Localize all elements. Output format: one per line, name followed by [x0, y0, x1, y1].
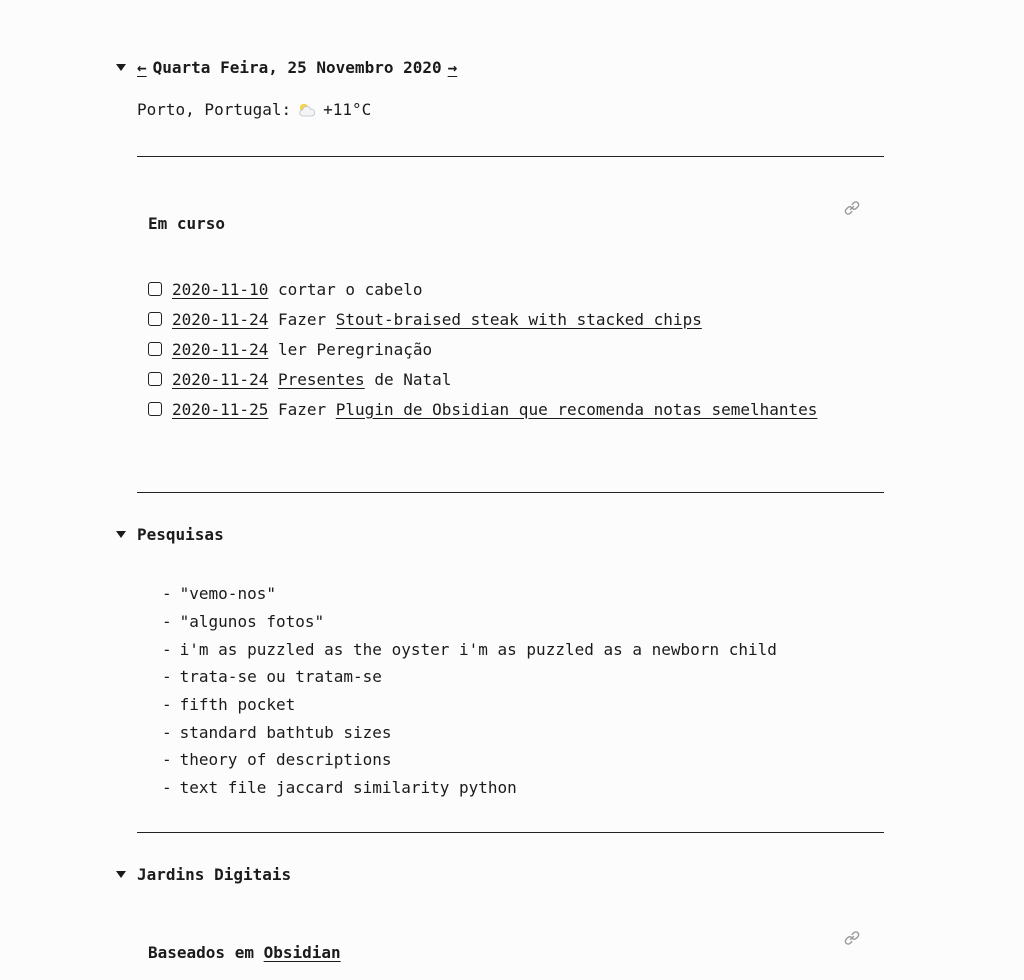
search-list [162, 580, 777, 802]
search-query: "algunos fotos" [179, 612, 325, 632]
daily-title: Quarta Feira, 25 Novembro 2020 [152, 58, 442, 77]
list-bullet: - [162, 750, 172, 770]
em-curso-title: Em curso [148, 214, 226, 233]
task-text: cortar o cabelo [277, 279, 423, 299]
list-bullet: - [162, 667, 172, 687]
collapse-caret-icon[interactable] [116, 871, 126, 878]
list-bullet: - [162, 639, 172, 659]
next-day-link[interactable]: → [447, 58, 458, 77]
task-text: ler Peregrinação [277, 339, 433, 359]
task-date-link[interactable]: 2020-11-24 [172, 369, 269, 389]
task-checkbox[interactable] [148, 342, 162, 356]
list-bullet: - [162, 722, 172, 742]
obsidian-link[interactable]: Obsidian [263, 943, 341, 962]
weather-line [137, 100, 371, 119]
collapse-caret-icon[interactable] [116, 64, 126, 71]
open-link-icon[interactable] [842, 198, 862, 218]
task-list [148, 274, 817, 424]
list-item [162, 635, 777, 663]
list-bullet: - [162, 778, 172, 798]
task-note-link[interactable]: Stout-braised steak with stacked chips [335, 309, 702, 329]
jardins-embed-title [148, 943, 341, 962]
search-query: standard bathtub sizes [179, 722, 392, 742]
sun-behind-cloud-icon [297, 102, 317, 118]
task-checkbox[interactable] [148, 402, 162, 416]
list-item [162, 774, 777, 802]
previous-day-link[interactable]: ← [137, 58, 147, 77]
search-query: theory of descriptions [179, 750, 392, 770]
task-note-link[interactable]: Presentes [277, 369, 365, 389]
list-item [162, 580, 777, 608]
list-bullet: - [162, 612, 172, 632]
task-item [148, 274, 817, 304]
search-query: text file jaccard similarity python [179, 778, 517, 798]
task-text: Fazer [277, 399, 327, 419]
search-query: "vemo-nos" [179, 584, 276, 604]
list-item [162, 718, 777, 746]
pesquisas-heading [116, 525, 224, 544]
list-bullet: - [162, 695, 172, 715]
jardins-heading [116, 865, 291, 884]
jardins-title: Jardins Digitais [137, 865, 292, 884]
task-date-link[interactable]: 2020-11-10 [172, 279, 269, 299]
task-item [148, 394, 817, 424]
task-checkbox[interactable] [148, 312, 162, 326]
task-date-link[interactable]: 2020-11-25 [172, 399, 269, 419]
search-query: fifth pocket [179, 695, 296, 715]
weather-location: Porto, Portugal: [137, 100, 292, 119]
search-query: trata-se ou tratam-se [179, 667, 382, 687]
task-item [148, 334, 817, 364]
list-item [162, 691, 777, 719]
search-query: i'm as puzzled as the oyster i'm as puzzled as a newborn child [179, 639, 777, 659]
divider [137, 156, 884, 157]
task-checkbox[interactable] [148, 282, 162, 296]
daily-heading [116, 58, 457, 77]
task-text: de Natal [374, 369, 452, 389]
pesquisas-title: Pesquisas [137, 525, 224, 544]
list-item [162, 608, 777, 636]
list-item [162, 746, 777, 774]
list-bullet: - [162, 584, 172, 604]
collapse-caret-icon[interactable] [116, 531, 126, 538]
divider [137, 832, 884, 833]
task-date-link[interactable]: 2020-11-24 [172, 309, 269, 329]
open-link-icon[interactable] [842, 928, 862, 948]
weather-temperature: +11°C [323, 100, 372, 119]
task-text: Fazer [277, 309, 327, 329]
divider [137, 492, 884, 493]
task-checkbox[interactable] [148, 372, 162, 386]
task-note-link[interactable]: Plugin de Obsidian que recomenda notas semelhantes [335, 399, 818, 419]
task-item [148, 364, 817, 394]
embed-title-prefix: Baseados em [148, 943, 254, 962]
list-item [162, 663, 777, 691]
task-date-link[interactable]: 2020-11-24 [172, 339, 269, 359]
task-item [148, 304, 817, 334]
